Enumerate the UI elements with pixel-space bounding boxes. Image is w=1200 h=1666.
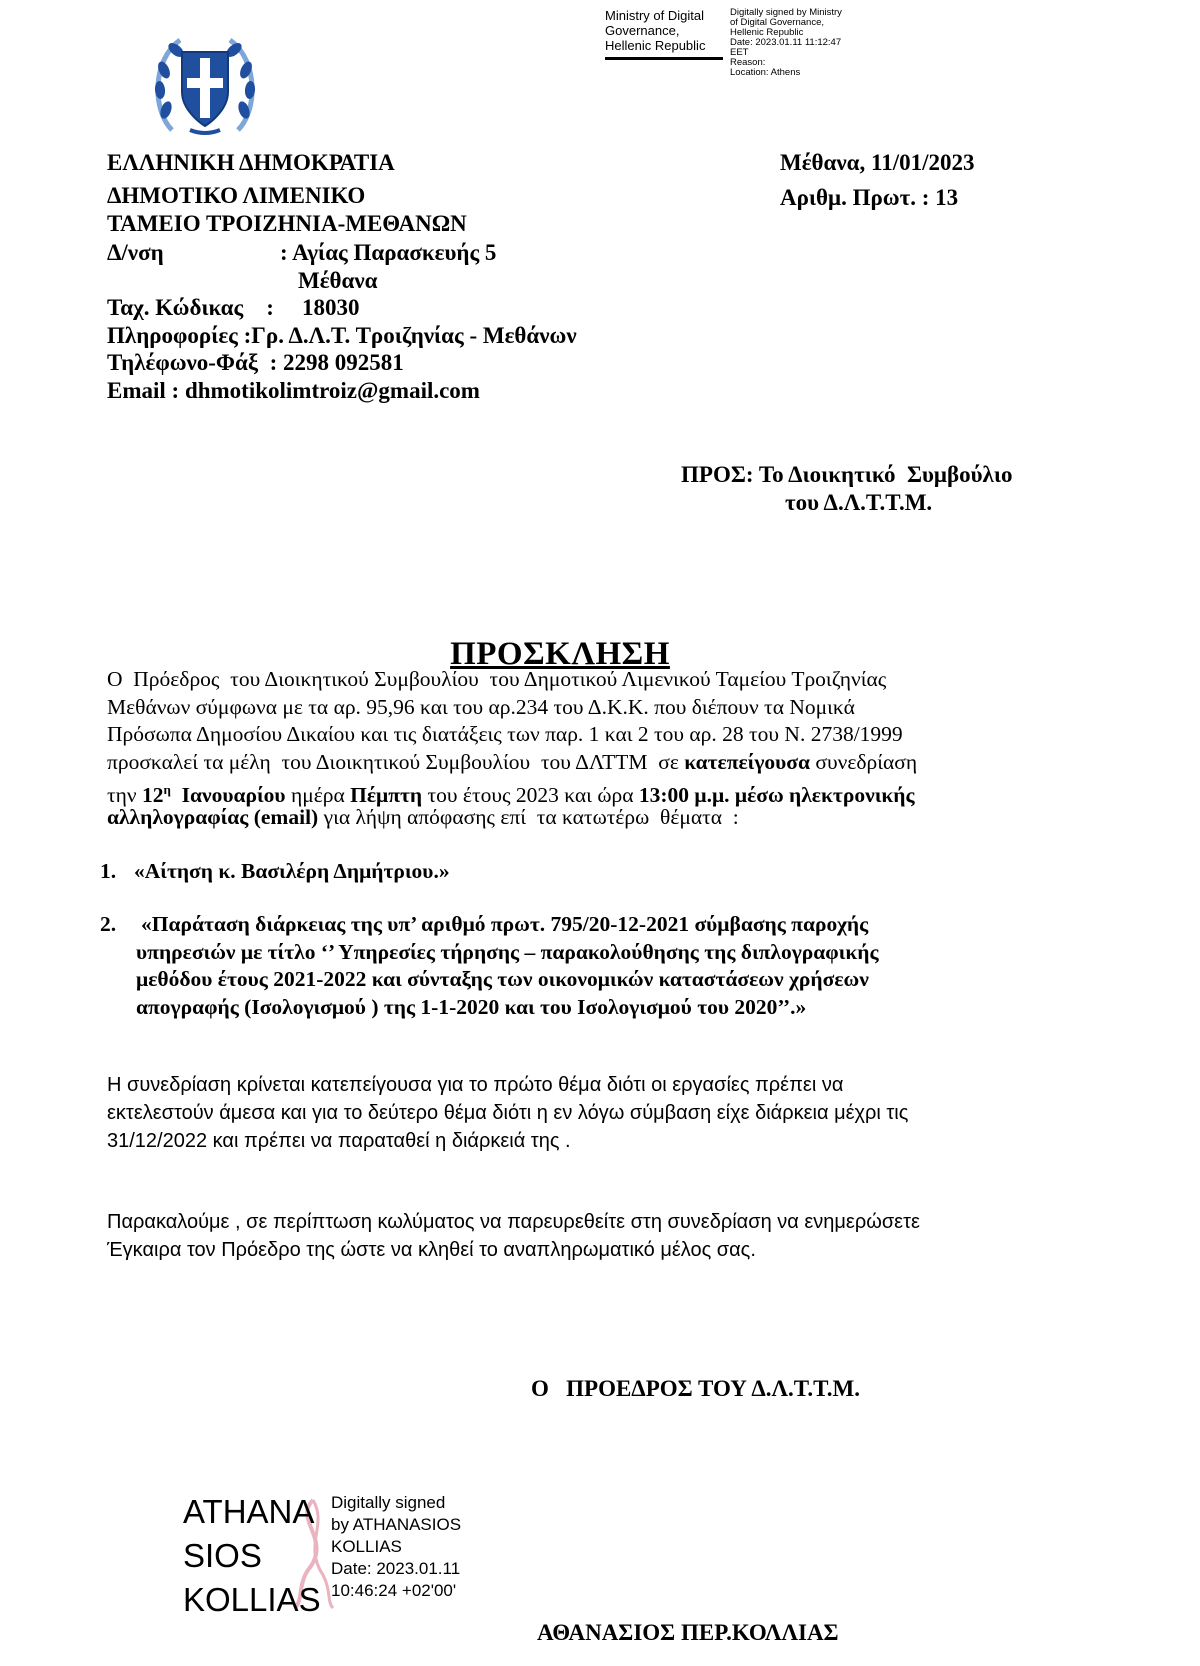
signer-line: Ministry of Digital <box>605 8 704 23</box>
place-date: Μέθανα, 11/01/2023 <box>780 150 975 175</box>
intro-line-1: Ο Πρόεδρος του Διοικητικού Συμβουλίου του Δημοτικού Λιμενικού Ταμείου Τροιζηνίας <box>107 667 887 691</box>
intro-line-3: Πρόσωπα Δημοσίου Δικαίου και τις διατάξεις των παρ. 1 και 2 του αρ. 28 του Ν. 2738/1999 <box>107 722 903 746</box>
intro-line-6 <box>107 803 739 832</box>
document-title: ΠΡΟΣΚΛΗΣΗ <box>450 636 670 672</box>
top-signature-details <box>730 8 842 78</box>
intro-text: την <box>107 783 142 808</box>
top-signature-signer <box>605 8 705 53</box>
sender-line-3: ΤΑΜΕΙΟ ΤΡΟΙΖΗΝΙΑ-ΜΕΘΑΝΩΝ <box>107 211 467 236</box>
signature-detail-line: Reason: <box>730 57 766 68</box>
intro-line-4 <box>107 748 917 777</box>
signature-details <box>331 1492 461 1602</box>
address-label: Δ/νση <box>107 240 164 265</box>
agenda-item-2-line: μεθόδου έτους 2021-2022 και σύνταξης των οικονομικών καταστάσεων χρήσεων <box>136 967 869 991</box>
urgency-line-3: 31/12/2022 και πρέπει να παραταθεί η διάρκειά της . <box>107 1130 571 1152</box>
info-line: Πληροφορίες :Γρ. Δ.Λ.Τ. Τροιζηνίας - Μεθάνων <box>107 323 577 348</box>
ordinal-suffix: η <box>163 782 171 797</box>
meeting-day: 12 <box>141 783 164 808</box>
greek-coat-of-arms-icon <box>150 30 260 140</box>
president-title: Ο ΠΡΟΕΔΡΟΣ ΤΟΥ Δ.Λ.Τ.Τ.Μ. <box>531 1376 860 1401</box>
meeting-month: Ιανουαρίου <box>170 783 286 808</box>
request-line-2: Έγκαιρα τον Πρόεδρο της ώστε να κληθεί το αναπληρωματικό μέλος σας. <box>107 1239 756 1261</box>
intro-line-2: Μεθάνων σύμφωνα με τα αρ. 95,96 και του αρ.234 του Δ.Κ.Κ. που διέπουν τα Νομικά <box>107 695 855 719</box>
signer-name-line: KOLLIAS <box>183 1581 321 1618</box>
signature-detail-line: KOLLIAS <box>331 1537 402 1556</box>
signature-detail-line: Date: 2023.01.11 <box>331 1559 461 1578</box>
signer-name-line: ATHANA <box>183 1493 315 1530</box>
meeting-time: 13:00 μ.μ. μέσω ηλεκτρονικής <box>638 783 915 808</box>
signature-detail-line: of Digital Governance, <box>730 17 824 28</box>
postal-code-label: Ταχ. Κώδικας : <box>107 295 274 320</box>
signature-detail-line: Digitally signed <box>331 1493 446 1512</box>
signature-detail-line: Location: Athens <box>730 67 801 78</box>
signature-detail-line: 10:46:24 +02'00' <box>331 1581 457 1600</box>
agenda-item-2-line: υπηρεσιών με τίτλο ‘’ Υπηρεσίες τήρησης – παρακολούθησης της διπλογραφικής <box>136 940 879 964</box>
recipient-line-2: του Δ.Λ.Τ.Τ.Μ. <box>785 490 933 515</box>
phone-line: Τηλέφωνο-Φάξ : 2298 092581 <box>107 350 404 375</box>
signer-line: Governance, <box>605 23 680 38</box>
signature-detail-line: Hellenic Republic <box>730 27 804 38</box>
agenda-item-2-line: «Παράταση διάρκειας της υπ’ αριθμό πρωτ. 795/20-12-2021 σύμβασης παροχής <box>141 912 869 936</box>
meeting-weekday: Πέμπτη <box>350 783 423 808</box>
postal-code-value: 18030 <box>302 295 360 320</box>
intro-text: για λήψη απόφασης επί τα κατωτέρω θέματα : <box>318 805 739 829</box>
recipient-line-1: ΠΡΟΣ: Το Διοικητικό Συμβούλιο <box>681 462 1013 487</box>
signature-detail-line: Date: 2023.01.11 11:12:47 <box>730 37 842 48</box>
signature-detail-line: EET <box>730 47 749 58</box>
signer-name-large <box>183 1490 321 1622</box>
address-city: Μέθανα <box>298 268 378 293</box>
president-name: ΑΘΑΝΑΣΙΟΣ ΠΕΡ.ΚΟΛΛΙΑΣ <box>537 1620 839 1645</box>
agenda-item-number: 1. <box>100 859 117 883</box>
signer-line: Hellenic Republic <box>605 38 706 53</box>
top-digital-signature <box>605 8 855 80</box>
intro-text: του έτους 2023 και ώρα <box>422 783 639 808</box>
email-line: Email : dhmotikolimtroiz@gmail.com <box>107 378 480 403</box>
protocol-number: Αριθμ. Πρωτ. : 13 <box>780 185 959 210</box>
urgency-line-1: Η συνεδρίαση κρίνεται κατεπείγουσα για το πρώτο θέμα διότι οι εργασίες πρέπει να <box>107 1074 844 1096</box>
agenda-item-2-line: απογραφής (Ισολογισμού ) της 1-1-2020 και του Ισολογισμού του 2020’’.» <box>136 995 807 1019</box>
email-method: αλληλογραφίας (email) <box>107 805 319 829</box>
agenda-item-number: 2. <box>100 912 117 936</box>
sender-line-2: ΔΗΜΟΤΙΚΟ ΛΙΜΕΝΙΚΟ <box>107 183 366 208</box>
urgent-word: κατεπείγουσα <box>684 750 811 774</box>
signer-name-line: SIOS <box>183 1537 262 1574</box>
signature-detail-line: by ATHANASIOS <box>331 1515 462 1534</box>
address-value: : Αγίας Παρασκευής 5 <box>280 240 497 265</box>
urgency-line-2: εκτελεστούν άμεσα και για το δεύτερο θέμα διότι η εν λόγω σύμβαση είχε διάρκεια μέχρι τις <box>107 1102 909 1124</box>
intro-text: προσκαλεί τα μέλη του Διοικητικού Συμβουλίου του ΔΛΤΤΜ σε <box>107 750 685 774</box>
intro-text: συνεδρίαση <box>810 750 918 774</box>
request-line-1: Παρακαλούμε , σε περίπτωση κωλύματος να παρευρεθείτε στη συνεδρίαση να ενημερώσετε <box>107 1211 920 1233</box>
agenda-item-1: «Αίτηση κ. Βασιλέρη Δημήτριου.» <box>134 859 450 883</box>
intro-text: ημέρα <box>285 783 351 808</box>
president-digital-signature <box>183 1490 503 1618</box>
sender-line-1: ΕΛΛΗΝΙΚΗ ΔΗΜΟΚΡΑΤΙΑ <box>107 150 395 175</box>
signature-underline-icon <box>605 54 723 64</box>
signature-detail-line: Digitally signed by Ministry <box>730 7 842 18</box>
